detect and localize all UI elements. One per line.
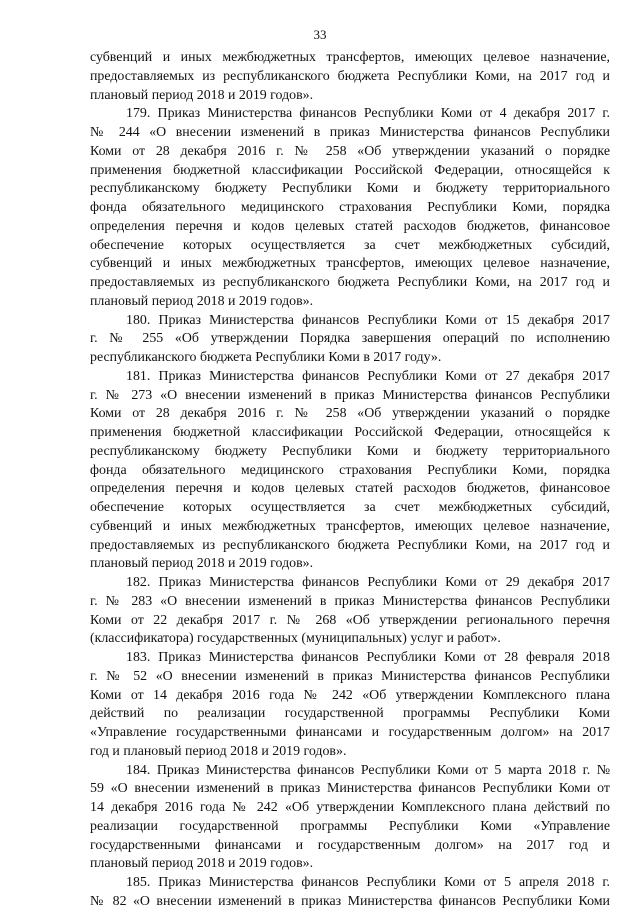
text-line: предоставляемых из республиканского бюджета Республики Коми, на 2017 год и xyxy=(90,68,610,84)
paragraph xyxy=(90,649,610,762)
text-line: 180. Приказ Министерства финансов Республики Коми от 15 декабря 2017 xyxy=(126,312,610,328)
text-line: плановый период 2018 и 2019 годов». xyxy=(90,556,314,572)
text-line: Коми от 28 декабря 2016 г. № 258 «Об утверждении указаний о порядке xyxy=(90,406,610,422)
text-line: г. № 273 «О внесении изменений в приказ Министерства финансов Республики xyxy=(90,387,610,403)
text-line: 185. Приказ Министерства финансов Республики Коми от 5 апреля 2018 г. xyxy=(126,875,610,890)
text-line: республиканскому бюджету Республики Коми и бюджету территориального xyxy=(90,181,610,197)
paragraph xyxy=(90,312,610,368)
text-line: г. № 255 «Об утверждении Порядка завершения операций по исполнению xyxy=(90,331,610,347)
text-line: год и плановый период 2018 и 2019 годов». xyxy=(90,743,347,759)
text-line: субвенций и иных межбюджетных трансфертов, имеющих целевое назначение, xyxy=(90,256,610,272)
text-line: определения перечня и кодов целевых статей расходов бюджетов, финансовое xyxy=(90,218,610,234)
text-line: Коми от 28 декабря 2016 г. № 258 «Об утверждении указаний о порядке xyxy=(90,143,610,159)
text-line: 182. Приказ Министерства финансов Республики Коми от 29 декабря 2017 xyxy=(126,575,610,590)
text-line: г. № 283 «О внесении изменений в приказ Министерства финансов Республики xyxy=(90,593,610,609)
paragraph xyxy=(90,574,610,649)
text-line: Коми от 14 декабря 2016 года № 242 «Об утверждении Комплексного плана xyxy=(90,687,610,703)
text-line: республиканскому бюджету Республики Коми и бюджету территориального xyxy=(90,443,610,459)
text-line: № 244 «О внесении изменений в приказ Министерства финансов Республики xyxy=(90,125,610,140)
text-line: Коми от 22 декабря 2017 г. № 268 «Об утверждении регионального перечня xyxy=(90,612,610,628)
document-body xyxy=(90,49,610,912)
text-line: предоставляемых из республиканского бюджета Республики Коми, на 2017 год и xyxy=(90,275,610,290)
text-line: республиканского бюджета Республики Коми в 2017 году». xyxy=(90,350,442,365)
text-line: реализации государственной программы Республики Коми «Управление xyxy=(90,818,610,834)
text-line: «Управление государственными финансами и государственным долгом» на 2017 xyxy=(90,725,610,740)
text-line: г. № 52 «О внесении изменений в приказ Министерства финансов Республики xyxy=(90,668,610,684)
text-line: государственными финансами и государственным долгом» на 2017 год и xyxy=(90,837,610,853)
text-line: 181. Приказ Министерства финансов Республики Коми от 27 декабря 2017 xyxy=(126,368,610,384)
text-line: фонда обязательного медицинского страхования Республики Коми, порядка xyxy=(90,200,610,215)
text-line: 59 «О внесении изменений в приказ Министерства финансов Республики Коми от xyxy=(90,781,610,797)
paragraph xyxy=(90,368,610,574)
text-line: субвенций и иных межбюджетных трансфертов, имеющих целевое назначение, xyxy=(90,50,610,65)
text-line: субвенций и иных межбюджетных трансфертов, имеющих целевое назначение, xyxy=(90,518,610,534)
text-line: (классификатора) государственных (муниципальных) услуг и работ». xyxy=(90,631,501,647)
page-number: 33 xyxy=(313,27,327,42)
paragraph xyxy=(90,874,610,912)
paragraph xyxy=(90,762,610,875)
text-line: обеспечение которых осуществляется за счет межбюджетных субсидий, xyxy=(90,237,610,253)
text-line: плановый период 2018 и 2019 годов». xyxy=(90,293,314,309)
text-line: предоставляемых из республиканского бюджета Республики Коми, на 2017 год и xyxy=(90,537,610,553)
text-line: обеспечение которых осуществляется за счет межбюджетных субсидий, xyxy=(90,500,610,515)
text-line: 184. Приказ Министерства финансов Республики Коми от 5 марта 2018 г. № xyxy=(126,762,610,778)
paragraph xyxy=(90,105,610,311)
text-line: 14 декабря 2016 года № 242 «Об утверждении Комплексного плана действий по xyxy=(90,800,610,815)
text-line: 183. Приказ Министерства финансов Республики Коми от 28 февраля 2018 xyxy=(126,650,610,665)
text-line: применения бюджетной классификации Российской Федерации, относящейся к xyxy=(90,425,610,440)
paragraph xyxy=(90,49,610,105)
text-line: 179. Приказ Министерства финансов Республики Коми от 4 декабря 2017 г. xyxy=(126,106,610,122)
text-line: действий по реализации государственной программы Республики Коми xyxy=(90,706,610,722)
text-line: определения перечня и кодов целевых статей расходов бюджетов, финансовое xyxy=(90,481,610,497)
text-line: плановый период 2018 и 2019 годов». xyxy=(90,856,314,872)
text-line: № 82 «О внесении изменений в приказ Министерства финансов Республики Коми xyxy=(90,893,610,909)
text-line: применения бюджетной классификации Российской Федерации, относящейся к xyxy=(90,162,610,178)
text-line: фонда обязательного медицинского страхования Республики Коми, порядка xyxy=(90,462,610,478)
text-line: плановый период 2018 и 2019 годов». xyxy=(90,87,314,103)
